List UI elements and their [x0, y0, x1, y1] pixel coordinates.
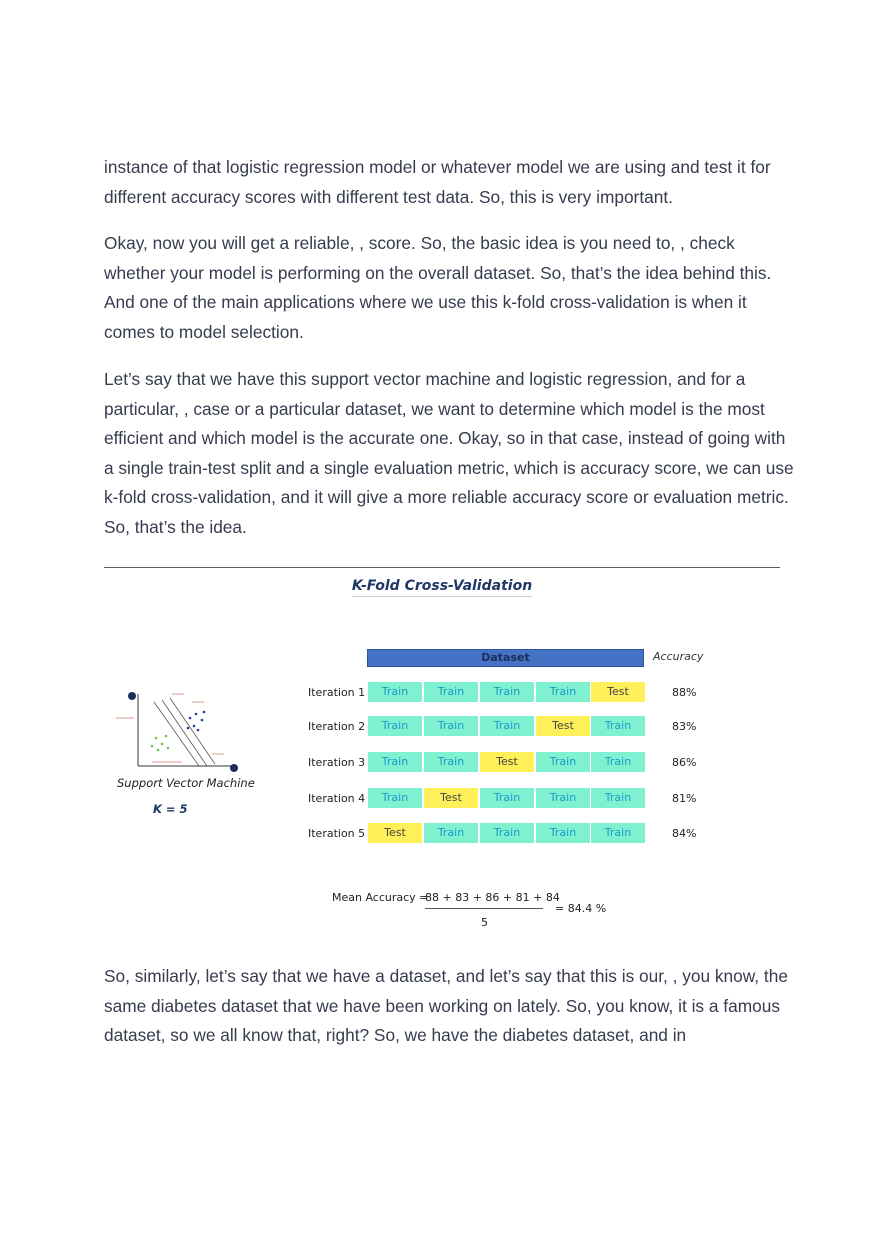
iteration-accuracy: 84% — [672, 827, 697, 840]
iteration-label: Iteration 2 — [308, 720, 366, 733]
accuracy-header: Accuracy — [653, 650, 704, 663]
fold-test: Test — [591, 682, 645, 702]
fold-train: Train — [368, 716, 422, 736]
fold-train: Train — [480, 716, 534, 736]
fold-train: Train — [591, 823, 645, 843]
figure-title: K-Fold Cross-Validation — [104, 578, 780, 594]
mean-result: = 84.4 % — [555, 902, 607, 915]
fold-train: Train — [536, 752, 590, 772]
fold-train: Train — [480, 682, 534, 702]
fold-train: Train — [424, 682, 478, 702]
fold-train: Train — [424, 823, 478, 843]
fold-train: Train — [424, 752, 478, 772]
mean-denominator: 5 — [481, 916, 488, 929]
fold-train: Train — [368, 788, 422, 808]
fold-train: Train — [368, 682, 422, 702]
fold-train: Train — [424, 716, 478, 736]
fold-train: Train — [591, 788, 645, 808]
iteration-label: Iteration 4 — [308, 792, 366, 805]
kfold-figure — [104, 567, 780, 946]
paragraph-2: Okay, now you will get a reliable, , score. So, the basic idea is you need to, , check whether your model is performing on the overall dataset. So, that’s the idea behind this. And one of the main applications where we use this k-fold cross-validation is when it comes to model selection. — [104, 233, 772, 342]
svm-label: Support Vector Machine — [117, 776, 255, 790]
iteration-label: Iteration 3 — [308, 756, 366, 769]
fold-test: Test — [480, 752, 534, 772]
fold-train: Train — [480, 823, 534, 843]
fraction-line — [425, 908, 543, 909]
fold-train: Train — [591, 716, 645, 736]
mean-accuracy-label: Mean Accuracy = — [332, 891, 429, 904]
iteration-accuracy: 81% — [672, 792, 697, 805]
fold-test: Test — [424, 788, 478, 808]
paragraph-4: So, similarly, let’s say that we have a dataset, and let’s say that this is our, , you know, the same diabetes dataset that we have been working on lately. So, you know, it is a famous dataset, so we all know that, right? So, we have the diabetes dataset, and in — [104, 966, 788, 1046]
iteration-accuracy: 86% — [672, 756, 697, 769]
paragraph-3: Let’s say that we have this support vector machine and logistic regression, and for a particular, , case or a particular dataset, we want to determine which model is the most efficient and which model is the accurate one. Okay, so in that case, instead of going with a single train-test split and a single evaluation metric, which is accuracy score, we can use k-fold cross-validation, and it will give a more reliable accuracy score or evaluation metric. So, that’s the idea. — [104, 369, 794, 537]
iteration-accuracy: 88% — [672, 686, 697, 699]
fold-train: Train — [536, 823, 590, 843]
fold-train: Train — [368, 752, 422, 772]
fold-train: Train — [480, 788, 534, 808]
dataset-bar: Dataset — [367, 649, 644, 667]
svm-diagram — [112, 688, 242, 772]
k-label: K = 5 — [153, 802, 188, 816]
fold-train: Train — [536, 682, 590, 702]
mean-numerator: 88 + 83 + 86 + 81 + 84 — [425, 891, 560, 904]
fold-train: Train — [536, 788, 590, 808]
iteration-label: Iteration 1 — [308, 686, 366, 699]
iteration-label: Iteration 5 — [308, 827, 366, 840]
fold-test: Test — [368, 823, 422, 843]
paragraph-1: instance of that logistic regression model or whatever model we are using and test it for different accuracy scores with different test data. So, this is very important. — [104, 157, 771, 207]
fold-test: Test — [536, 716, 590, 736]
iteration-accuracy: 83% — [672, 720, 697, 733]
fold-train: Train — [591, 752, 645, 772]
